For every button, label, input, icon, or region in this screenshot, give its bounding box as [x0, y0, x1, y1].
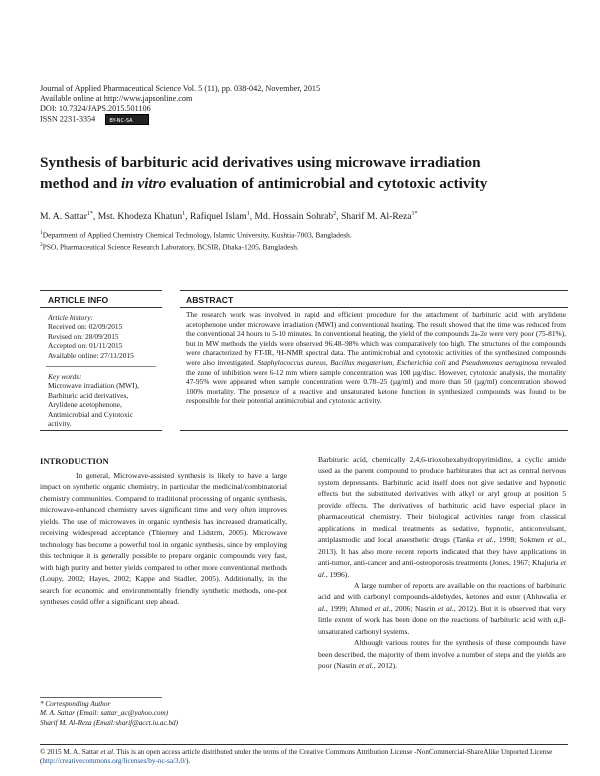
- article-info-heading: ARTICLE INFO: [48, 295, 109, 305]
- divider: [46, 366, 156, 367]
- paper-title: [40, 152, 565, 194]
- right-paragraph-1: Barbituric acid, chemically 2,4,6-trioxohexahydropyrimidine, a cyclic amide used as the parent compound to produce barbiturates that act as central nervous system depressants. Barbituric acid itself does not give sedative and hypnotic effects but the substituted derivatives with alkyl or aryl group at position 5 provide effects. The derivatives of barbituric acid have especial place in pharmaceutical chemistry. Their biological activities range from classical applications in medical treatments as sedative, hypnotic, anticonvulsant, antiplasmodic and local anaesthetic drugs (Tanka et al., 1998; Sokmen et al., 2013). It has also more recent reports indicated that they have applications in anti-tumor, anti-cancer and anti-osteoporosis treatments (Jones, 1967; Khajuria et al., 1996).: [318, 455, 566, 579]
- doi: DOI: 10.7324/JAPS.2015.501106: [40, 104, 151, 113]
- journal-header: [40, 84, 320, 125]
- accepted-date: Accepted on: 01/11/2015: [48, 341, 123, 351]
- keywords: [48, 372, 156, 428]
- divider: [180, 290, 568, 291]
- affiliation-2: $^2$PSO, Pharmaceutical Science Research Laboratory, BCSIR, Dhaka-1205, Bangladesh.: [40, 242, 299, 252]
- issn: ISSN 2231-3354: [40, 114, 96, 124]
- intro-right-column: [318, 454, 566, 672]
- license-link[interactable]: http://creativecommons.org/licenses/by-nc-sa/3.0/: [42, 757, 186, 766]
- divider: [180, 307, 568, 308]
- issn-line: [40, 114, 320, 125]
- title-line2: method and in vitro evaluation of antimicrobial and cytotoxic activity: [40, 175, 488, 192]
- received-date: Received on: 02/09/2015: [48, 322, 123, 332]
- revised-date: Revised on: 28/09/2015: [48, 331, 119, 341]
- keywords-text: Microwave irradiation (MWI), Barbituric acid derivatives, Arylidene acetophenone, Antimicrobial and Cytotoxic activity.: [48, 381, 139, 429]
- title-line1: Synthesis of barbituric acid derivatives using microwave irradiation: [40, 154, 481, 171]
- affiliation-1: $^1$Department of Applied Chemistry Chemical Technology, Islamic University, Kushtia-7003, Bangladesh.: [40, 230, 352, 240]
- article-history: [48, 313, 134, 360]
- intro-left-column: [40, 470, 287, 607]
- divider: [40, 307, 162, 308]
- journal-citation: Journal of Applied Pharmaceutical Science Vol. 5 (11), pp. 038-042, November, 2015: [40, 84, 321, 93]
- author-list: M. A. Sattar$^{1*}$, Mst. Khodeza Khatun$^1$, Rafiquel Islam$^1$, Md. Hossain Sohrab$^2$, Sharif M. Al-Reza$^{1*}$: [40, 211, 418, 223]
- author-email-1: M. A. Sattar (Email: sattar_ac@yahoo.com): [40, 709, 169, 718]
- divider: [40, 430, 162, 431]
- affiliations: [40, 228, 352, 253]
- intro-paragraph: In general, Microwave-assisted synthesis is likely to have a large impact on synthetic organic chemistry, in particular the medicinal/combinatorial chemistry communities. Compared to traditional processing of organic synthesis, microwave-enhanced chemistry saves significant time and very often improves yields. The use of microwaves in organic synthesis has increased dramatically, receiving widespread acceptance (Thierney and Lidstrm, 2005). Microwave technology has become a powerful tool in organic synthesis, since by employing this technique it is generally possible to prepare organic compounds very fast, with high purity and better yields compared to other more conventional methods (Loupy, 2002; Hayes, 2002; Kappe and Stadler, 2005). Additionally, in the search for economic and environmentally friendly synthetic methods, one-pot syntheses could offer a significant step ahead.: [40, 471, 287, 606]
- divider: [40, 697, 162, 698]
- divider: [40, 290, 162, 291]
- copyright-footer: © 2015 M. A. Sattar et al. This is an open access article distributed under the terms of the Creative Commons Attribution License -NonCommercial-ShareAlike Unported License (http://creativecommons.org/licenses/by-nc-sa/3.0/).: [40, 748, 553, 766]
- right-paragraph-3: Although various routes for the synthesis of these compounds have been described, the majority of them involve a number of steps and the yields are poor (Nasrin et al., 2012).: [318, 638, 566, 671]
- divider: [40, 744, 568, 745]
- right-paragraph-2: A large number of reports are available on the reactions of barbituric acid and with carbonyl compounds-aldehydes, ketones and ester (Ahluwalia et al., 1999; Ahmed et al., 2006; Nasrin et al., 2012). But it is observed that very little extent of work has been done on the reactions of barbituric acid with α,β-unsaturated carbonyl systems.: [318, 580, 567, 636]
- journal-online: Available online at http://www.japsonline.com: [40, 94, 193, 103]
- author-email-2: Sharif M. Al-Reza (Email:sharif@acct.iu.ac.bd): [40, 718, 179, 727]
- keywords-label: Key words:: [48, 372, 82, 381]
- divider: [180, 430, 568, 431]
- history-label: Article history:: [48, 313, 93, 322]
- corresponding-author: * Corresponding Author M. A. Sattar (Email: sattar_ac@yahoo.com) Sharif M. Al-Reza (Email:sharif@acct.iu.ac.bd): [40, 700, 179, 727]
- authors: [40, 211, 418, 222]
- introduction-heading: INTRODUCTION: [40, 456, 109, 466]
- cc-license-icon[interactable]: BY-NC-SA: [105, 114, 149, 125]
- abstract-heading: ABSTRACT: [186, 295, 234, 305]
- abstract-text: The research work was involved in rapid and efficient procedure for the attachment of barbituric acid with arylidene acetophenone under microwave irradiation (MWI) and conventional heating. The result showed that the time was reduced from the conventional 24 hours to 5-10 minutes. In conventional heating, the yield of the compounds 2a-2e were very poor (75-81%), but in MW methods the yields were observed 96.48–98% which was comparatively too high. The structures of the compounds were characterized by FT-IR, ¹H-NMR spectral data. The antimicrobial and cytotoxic activities of the synthesized compounds were also investigated. Staphylococcus aureus, Bacillus megaterium, Escherichia coli and Pseudomonas aeruginosa revealed the zone of inhibition were 6-12 mm where sample concentration was 100 µg/disc. However, cytotoxic analysis, the mortality 47-95% were appeared when sample concentration were 0.78–25 (µg/ml) and more than 50 (µg/ml) concentration showed 100% mortality. The presence of a reactive and unsaturated ketone function in synthesized compounds was found to be responsible for their potential antimicrobial and cytotoxic activity.: [186, 310, 566, 406]
- available-date: Available online: 27/11/2015: [48, 350, 134, 360]
